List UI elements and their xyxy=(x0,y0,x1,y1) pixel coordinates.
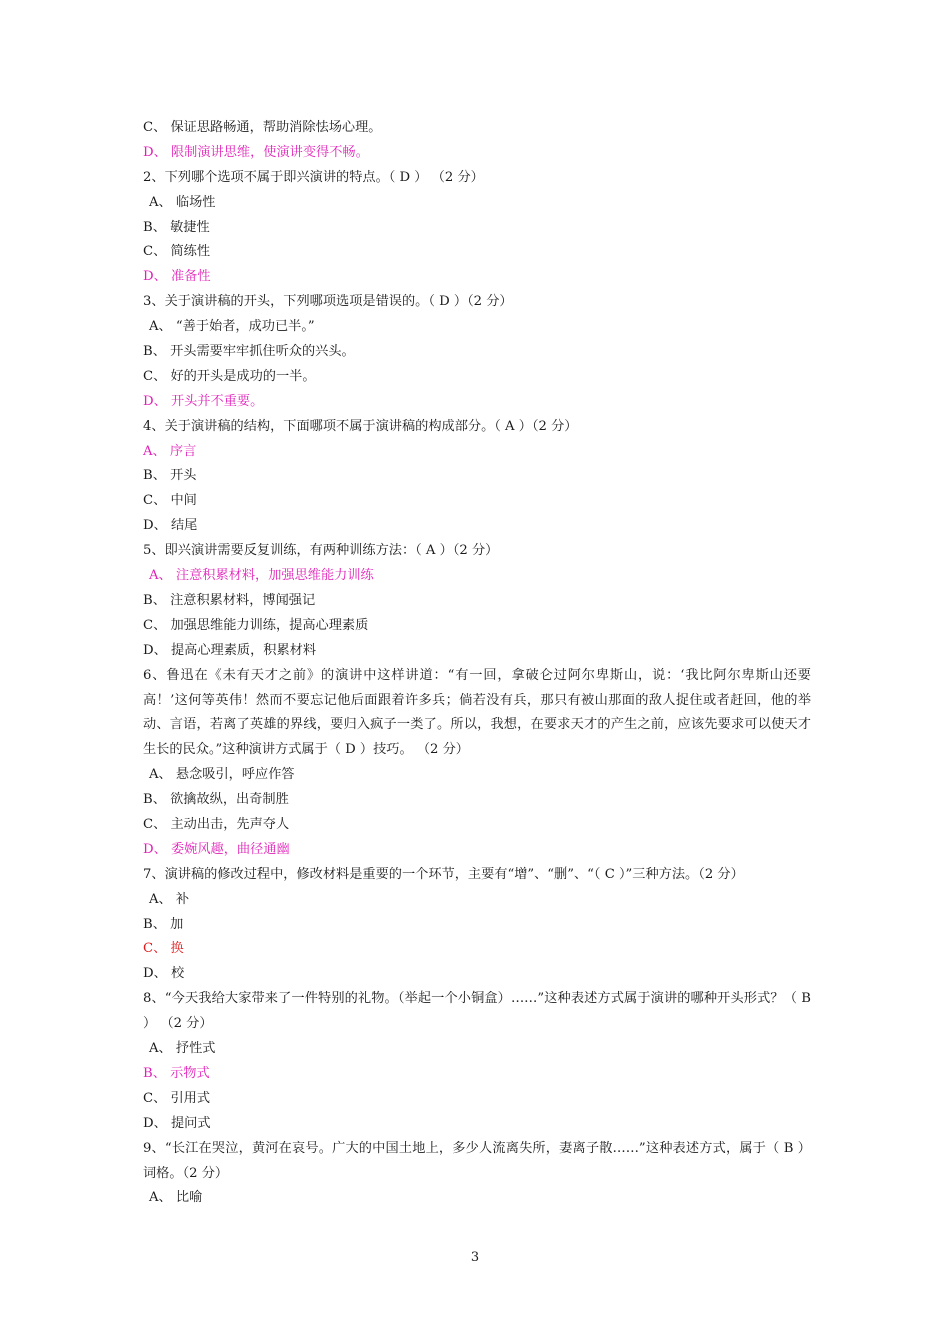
text-line: C、 换 xyxy=(143,941,184,957)
text-line: B、 敏捷性 xyxy=(143,219,210,235)
text-line: A、 注意积累材料，加强思维能力训练 xyxy=(149,568,374,584)
text-line: 8、“今天我给大家带来了一件特别的礼物。（举起一个小铜盒）……”这种表述方式属于演讲的哪种开头形式？（ B ） （2 分） xyxy=(143,991,811,1032)
text-line: A、 比喻 xyxy=(149,1190,203,1206)
text-line: 3、关于演讲稿的开头，下列哪项选项是错误的。（ D ）（2 分） xyxy=(143,294,513,310)
text-line: A、 补 xyxy=(149,891,190,907)
text-line: D、 提问式 xyxy=(143,1115,211,1131)
text-line: B、 加 xyxy=(143,916,184,932)
text-line: D、 准备性 xyxy=(143,269,211,285)
text-line: A、 “善于始者，成功已半。” xyxy=(149,319,315,335)
text-line: C、 引用式 xyxy=(143,1090,211,1106)
text-line: 2、下列哪个选项不属于即兴演讲的特点。（ D ） （2 分） xyxy=(143,169,484,185)
text-line: D、 提高心理素质，积累材料 xyxy=(143,642,317,658)
text-line: D、 校 xyxy=(143,966,185,982)
text-line: C、 主动出击，先声夺人 xyxy=(143,817,290,832)
text-line: D、 结尾 xyxy=(143,518,198,534)
text-line: 4、关于演讲稿的结构，下面哪项不属于演讲稿的构成部分。（ A ）（2 分） xyxy=(143,418,578,434)
text-line: 5、即兴演讲需要反复训练，有两种训练方法：（ A ）（2 分） xyxy=(143,543,499,559)
text-line: D、 委婉风趣，曲径通幽 xyxy=(143,841,290,857)
text-line: C、 好的开头是成功的一半。 xyxy=(143,368,316,384)
text-line: B、 开头 xyxy=(143,468,197,484)
text-line: D、 开头并不重要。 xyxy=(143,393,264,409)
text-line: C、 加强思维能力训练，提高心理素质 xyxy=(143,617,369,633)
text-line: A、 抒性式 xyxy=(149,1041,216,1057)
text-line: A、 悬念吸引，呼应作答 xyxy=(149,767,295,783)
text-line: C、 中间 xyxy=(143,493,197,509)
text-line: 7、演讲稿的修改过程中，修改材料是重要的一个环节，主要有“增”、“删”、“（ C ）”三种方法。（2 分） xyxy=(143,866,744,882)
text-line: B、 欲擒故纵，出奇制胜 xyxy=(143,792,289,808)
text-line: C、 简练性 xyxy=(143,244,211,260)
page-number: 3 xyxy=(470,1250,480,1265)
text-line: D、 限制演讲思维，使演讲变得不畅。 xyxy=(143,144,369,160)
text-line: B、 示物式 xyxy=(143,1065,210,1081)
text-line: A、 临场性 xyxy=(149,194,216,210)
text-line: 6、鲁迅在《未有天才之前》的演讲中这样讲道：“有一回，拿破仑过阿尔卑斯山，说：‘我比阿尔卑斯山还要高！’这何等英伟！然而不要忘记他后面跟着许多兵；倘若没有兵，那只有被山那面的敌人捉住或者赶回，他的举动、言语，若离了英雄的界线，要归入疯子一类了。所以，我想，在要求天才的产生之前，应该先要求可以使天才生长的民众。”这种演讲方式属于（ D ）技巧。 （2 分） xyxy=(143,667,811,758)
text-line: B、 注意积累材料，博闻强记 xyxy=(143,592,316,608)
document-body xyxy=(143,116,811,1211)
text-line: C、 保证思路畅通，帮助消除怯场心理。 xyxy=(143,120,382,135)
text-line: 9、“长江在哭泣，黄河在哀号。广大的中国土地上，多少人流离失所，妻离子散……”这种表述方式，属于（ B ）词格。（2 分） xyxy=(143,1140,811,1181)
text-line: B、 开头需要牢牢抓住听众的兴头。 xyxy=(143,344,355,360)
text-line: A、 序言 xyxy=(143,443,197,459)
